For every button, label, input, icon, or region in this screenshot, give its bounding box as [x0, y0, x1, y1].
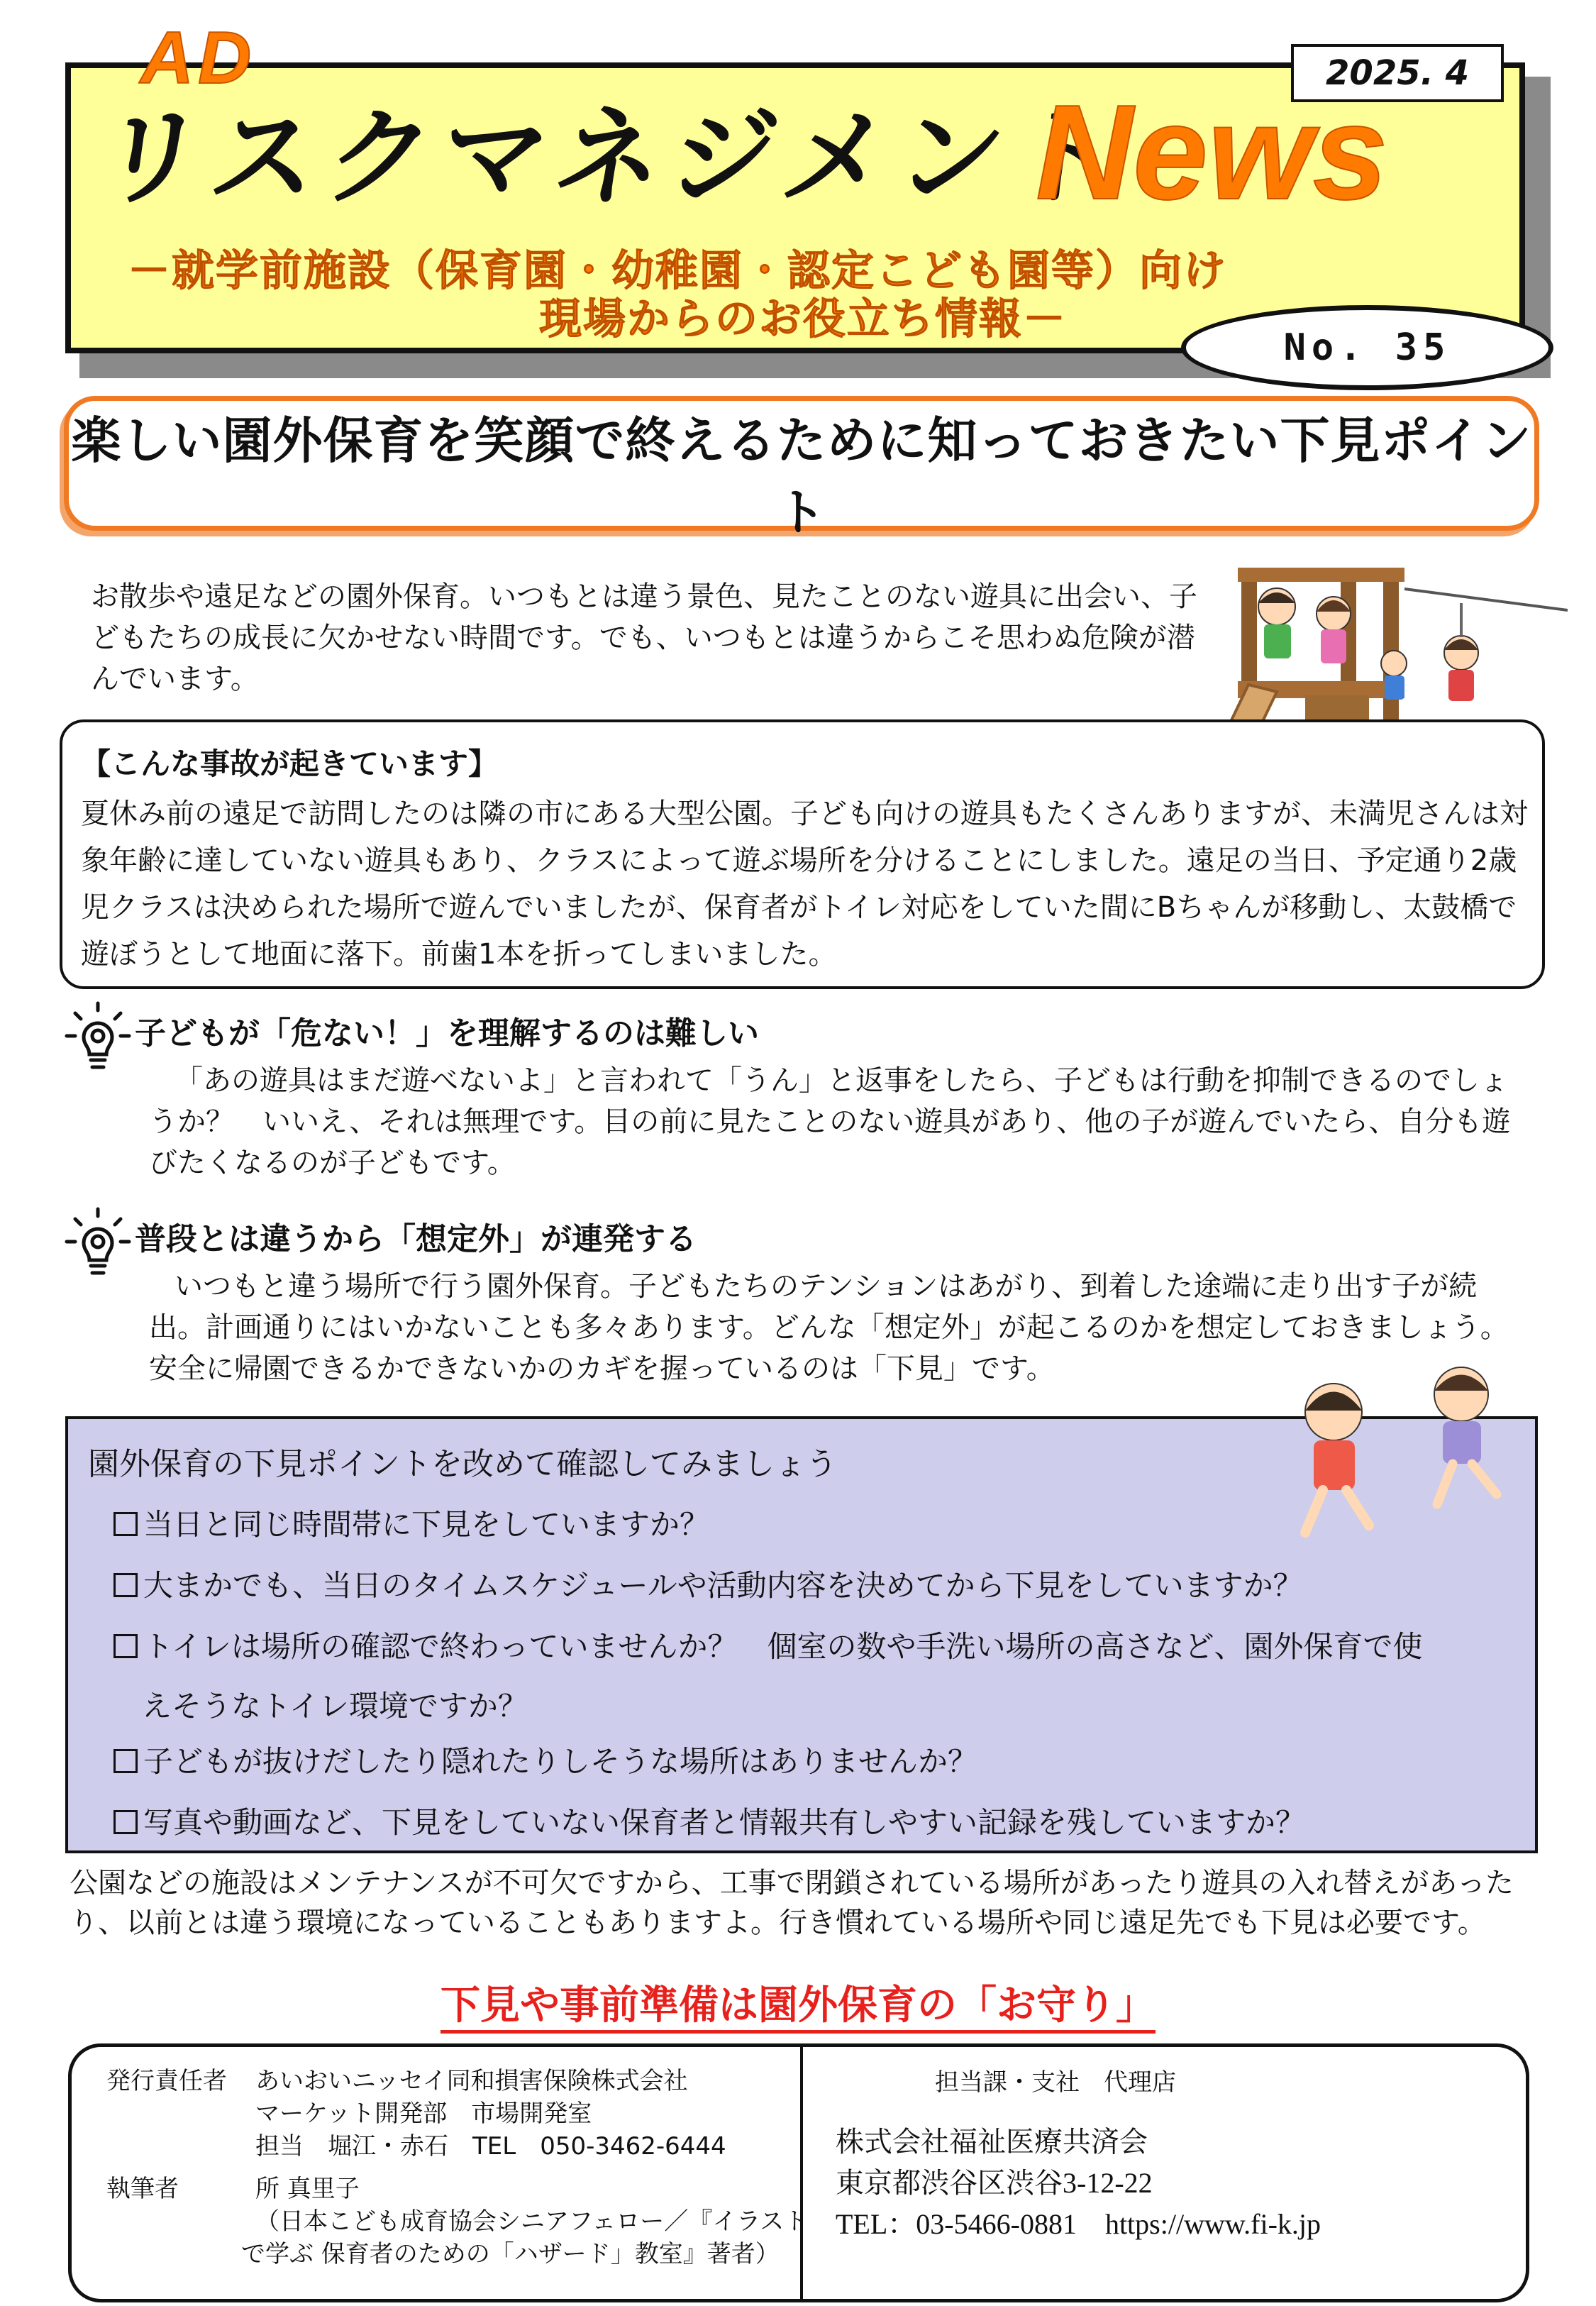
headline — [64, 396, 1539, 541]
checklist-item: 当日と同じ時間帯に下見をしていますか？ — [113, 1503, 1511, 1547]
headline-text: 楽しい園外保育を笑顔で終えるために知っておきたい下見ポイント — [71, 412, 1532, 541]
checklist-item: トイレは場所の確認で終わっていませんか？ 個室の数や手洗い場所の高さなど、園外保育で使 えそうなトイレ環境ですか？ — [113, 1625, 1511, 1728]
author-name: 所 真里子 — [255, 2175, 360, 2203]
issue-date: 2025. 4 — [1291, 44, 1504, 102]
publisher-dept: マーケット開発部 市場開発室 — [255, 2100, 592, 2128]
checkbox — [113, 1634, 138, 1658]
subtitle-line-1: －就学前施設（保育園・幼稚園・認定こども園等）向け — [128, 246, 1227, 296]
checklist-item-continuation: えそうなトイレ環境ですか？ — [142, 1689, 528, 1723]
checkbox — [113, 1749, 138, 1773]
agent-label: 担当課・支社 代理店 — [935, 2068, 1176, 2097]
brand-ad: AD — [140, 17, 256, 99]
accident-title: 【こんな事故が起きています】 — [81, 746, 499, 781]
intro-paragraph: お散歩や遠足などの園外保育。いつもとは違う景色、見たことのない遊具に出会い、子どもたちの成長に欠かせない時間です。でも、いつもとは違うからこそ思わぬ危険が潜んでいます。 — [91, 580, 1197, 695]
tip-1-heading: 子どもが「危ない！」を理解するのは難しい — [135, 1015, 759, 1052]
publisher-label: 発行責任者 — [106, 2067, 227, 2095]
slogan — [0, 1981, 1596, 2031]
closing-paragraph: 公園などの施設はメンテナンスが不可欠ですから、工事で閉鎖されている場所があったり遊具の入れ替えがあったり、以前とは違う環境になっていることもありますよ。行き慣れている場所や同じ遠足先でも下見は必要です。 — [70, 1867, 1514, 1939]
lightbulb-gear-icon — [61, 1206, 135, 1280]
checkbox — [113, 1573, 138, 1597]
checklist-title: 園外保育の下見ポイントを改めて確認してみましょう — [88, 1446, 837, 1482]
issue-number: No. 35 — [1181, 305, 1553, 390]
footer-divider — [800, 2043, 803, 2302]
checklist-item: 写真や動画など、下見をしていない保育者と情報共有しやすい記録を残していますか？ — [113, 1801, 1511, 1845]
author-role: （日本こども成育協会シニアフェロー／『イラスト — [255, 2207, 809, 2236]
brand-title: リスクマネジメント — [89, 96, 1136, 220]
checkbox — [113, 1512, 138, 1536]
checkbox — [113, 1810, 138, 1834]
slogan-text: 下見や事前準備は園外保育の「お守り」 — [440, 1982, 1156, 2034]
author-label: 執筆者 — [106, 2175, 179, 2203]
agent-address: 東京都渋谷区渋谷3-12-22 — [836, 2167, 1153, 2199]
checklist-item: 大まかでも、当日のタイムスケジュールや活動内容を決めてから下見をしていますか？ — [113, 1564, 1511, 1608]
lightbulb-gear-icon — [61, 1000, 135, 1074]
running-kids-illustration — [1256, 1355, 1539, 1561]
publisher-company: あいおいニッセイ同和損害保険株式会社 — [255, 2067, 688, 2095]
checklist-item: 子どもが抜けだしたり隠れたりしそうな場所はありませんか？ — [113, 1740, 1511, 1784]
accident-body: 夏休み前の遠足で訪問したのは隣の市にある大型公園。子ども向けの遊具もたくさんありますが、未満児さんは対象年齢に達していない遊具もあり、クラスによって遊ぶ場所を分けることにしました。遠足の当日、予定通り2歳児クラスは決められた場所で遊んでいましたが、保育者がトイレ対応をしていた間にBちゃんが移動し、太鼓橋で遊ぼうとして地面に落下。前歯1本を折ってしまいました。 — [81, 798, 1528, 971]
agent-name: 株式会社福祉医療共済会 — [836, 2126, 1148, 2158]
tip-2-heading: 普段とは違うから「想定外」が連発する — [135, 1221, 697, 1257]
agent-contact-link[interactable]: TEL：03-5466-0881 https://www.fi-k.jp — [836, 2208, 1321, 2240]
tip-2-body: いつもと違う場所で行う園外保育。子どもたちのテンションはあがり、到着した途端に走り出す子が続出。計画通りにはいかないことも多々あります。どんな「想定外」が起こるのかを想定しておきましょう。安全に帰園できるかできないかのカギを握っているのは「下見」です。 — [149, 1270, 1509, 1385]
subtitle-line-2: 現場からのお役立ち情報－ — [539, 294, 1067, 344]
author-role: で学ぶ 保育者のための「ハザード」教室』著者） — [241, 2240, 780, 2268]
publisher-contact: 担当 堀江・赤石 TEL 050-3462-6444 — [255, 2132, 726, 2161]
brand-news: News — [1036, 77, 1388, 228]
tip-1-body: 「あの遊具はまだ遊べないよ」と言われて「うん」と返事をしたら、子どもは行動を抑制できるのでしょうか？ いいえ、それは無理です。目の前に見たことのない遊具があり、他の子が遊んでいたら、自分も遊びたくなるのが子どもです。 — [149, 1064, 1511, 1179]
